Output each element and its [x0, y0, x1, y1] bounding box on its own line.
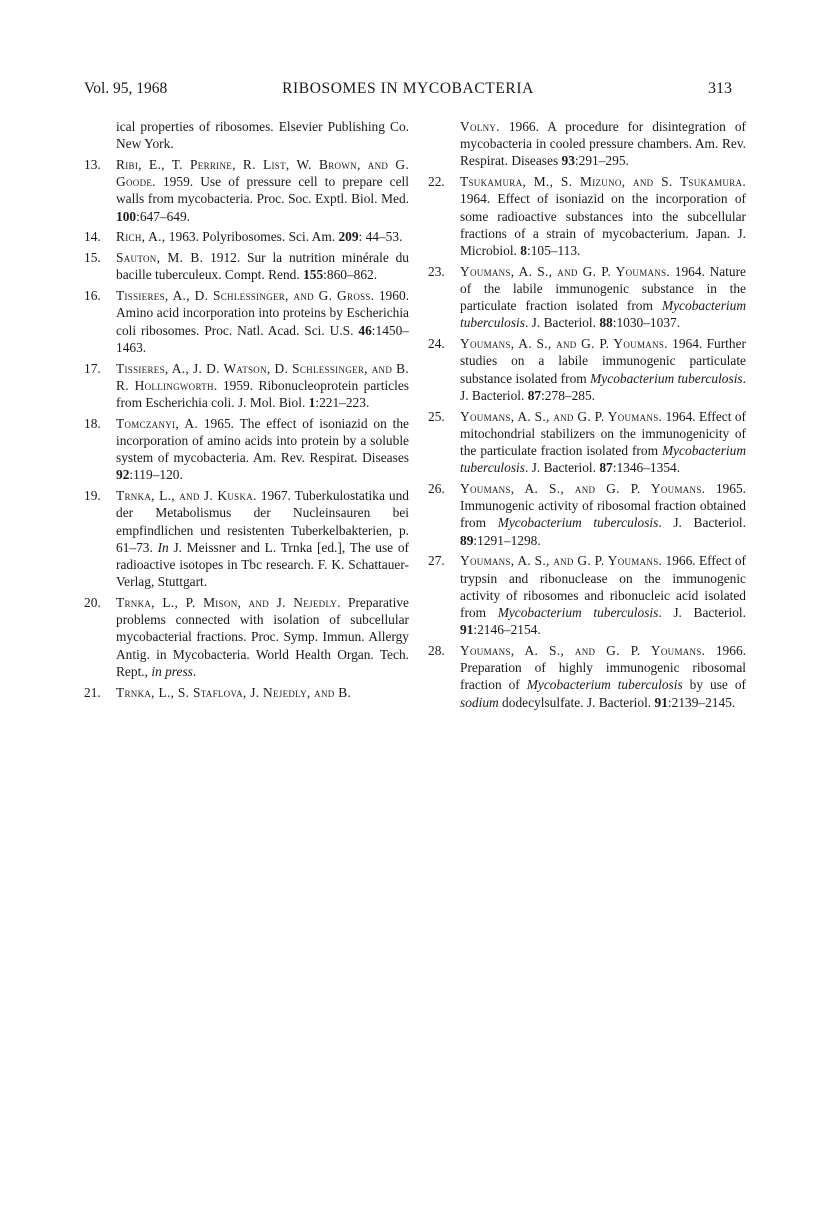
reference-volume: 87: [527, 387, 542, 403]
reference-text: dodecylsulfate. J. Bacteriol.: [498, 694, 655, 710]
reference-text: . J. Bacteriol.: [524, 315, 600, 331]
reference-number: 21.: [84, 684, 101, 700]
reference-entry: [84, 594, 409, 680]
reference-authors: Tissieres, A., J. D. Watson, D. Schlessinger, and B. R. Hollingworth.: [116, 360, 409, 393]
reference-authors: Youmans, A. S., and G. P. Youmans.: [460, 553, 663, 569]
reference-text: Mycobacterium tuberculosis: [526, 677, 683, 693]
reference-entry: [84, 287, 409, 356]
reference-text: . J. Bacteriol.: [658, 515, 746, 531]
reference-number: 13.: [84, 157, 101, 172]
reference-entry: [428, 642, 746, 711]
reference-number: 24.: [428, 336, 445, 352]
reference-entry: [428, 173, 746, 259]
reference-continuation: [84, 118, 409, 152]
running-header: [0, 80, 816, 104]
reference-text: :647–649.: [136, 208, 191, 224]
reference-text: in press: [151, 663, 193, 679]
reference-text: :105–113.: [526, 243, 581, 259]
reference-authors: Tissieres, A., D. Schlessinger, and G. Gross.: [116, 288, 375, 304]
reference-authors: Trnka, L., and J. Kuska.: [116, 488, 257, 504]
reference-text: :278–285.: [541, 387, 596, 403]
reference-text: Mycobacterium tuberculosis: [460, 443, 746, 476]
reference-text: :2146–2154.: [473, 622, 541, 638]
reference-text: 1912. Sur la nutrition minérale du bacille tuberculeux. Compt. Rend.: [116, 250, 409, 283]
reference-authors: Youmans, A. S., and G. P. Youmans.: [460, 336, 668, 352]
reference-text: 1965. The effect of isoniazid on the incorporation of amino acids into protein by a soluble system of mycobacteria. Am. Rev. Respirat. Diseases: [116, 415, 409, 466]
reference-text: Mycobacterium tuberculosis: [497, 515, 659, 531]
reference-text: . J. Bacteriol.: [524, 460, 600, 476]
reference-authors: Rich, A.,: [116, 229, 166, 245]
reference-entry: [428, 335, 746, 404]
reference-text: :1346–1354.: [612, 460, 681, 476]
reference-entry: [84, 156, 409, 225]
reference-entry: [84, 228, 409, 245]
reference-number: 20.: [84, 595, 101, 611]
reference-entry: [428, 552, 746, 638]
reference-entry: [84, 249, 409, 283]
reference-text: :221–223.: [315, 395, 370, 411]
reference-text: ical properties of ribosomes. Elsevier Publishing Co. New York.: [116, 119, 409, 152]
reference-number: 26.: [428, 481, 445, 497]
reference-text: sodium: [460, 694, 499, 710]
reference-number: 27.: [428, 553, 445, 569]
reference-authors: Ribi, E., T. Perrine, R. List, W. Brown, and G. Goode.: [116, 157, 409, 190]
references-left-column: [84, 118, 409, 704]
reference-authors: Youmans, A. S., and G. P. Youmans.: [460, 643, 706, 659]
reference-text: :1030–1037.: [612, 315, 681, 331]
reference-volume: 91: [654, 694, 668, 710]
reference-text: :291–295.: [574, 153, 629, 169]
reference-authors: Tomczanyi, A.: [116, 415, 199, 431]
reference-text: 1964. Effect of isoniazid on the incorporation of some radioactive substances into the subcellular fractions of a strain of mycobacterium. Japan. J. Microbiol.: [460, 191, 746, 259]
reference-text: 1966. A procedure for disintegration of mycobacteria in cooled pressure chambers. Am. Rev. Respirat. Diseases: [460, 119, 746, 169]
reference-text: 1960. Amino acid incorporation into proteins by Escherichia coli ribosomes. Proc. Natl. Acad. Sci. U.S.: [116, 288, 409, 338]
reference-entry: [84, 487, 409, 590]
reference-entry: [84, 684, 409, 701]
reference-text: 1964. Further studies on a labile immunogenic particulate substance isolated from: [460, 336, 746, 386]
reference-text: Mycobacterium tuberculosis: [497, 605, 659, 621]
reference-text: .: [192, 663, 197, 679]
volume-year: Vol. 95, 1968: [84, 80, 168, 97]
reference-authors: Volny.: [460, 119, 500, 134]
reference-number: 28.: [428, 643, 445, 659]
reference-text: 1963. Polyribosomes. Sci. Am.: [165, 229, 339, 245]
running-title: RIBOSOMES IN MYCOBACTERIA: [282, 80, 534, 97]
reference-entry: [84, 360, 409, 412]
reference-authors: Youmans, A. S., and G. P. Youmans.: [460, 408, 663, 424]
reference-text: . J. Bacteriol.: [658, 605, 746, 621]
reference-text: Mycobacterium tuberculosis: [590, 370, 743, 386]
reference-number: 16.: [84, 288, 101, 304]
reference-text: :1291–1298.: [473, 532, 541, 548]
reference-continuation: [428, 118, 746, 170]
reference-text: : 44–53.: [358, 229, 403, 245]
reference-text: 1965. Immunogenic activity of ribosomal fraction obtained from: [460, 481, 746, 531]
reference-number: 18.: [84, 415, 101, 431]
reference-authors: Sauton, M. B.: [116, 250, 204, 266]
reference-volume: 93: [561, 153, 575, 169]
page-number: 313: [708, 80, 732, 97]
reference-volume: 91: [460, 622, 474, 638]
reference-text: :1450–1463.: [116, 322, 409, 355]
reference-text: 1964. Effect of mitochondrial stabilizers on the immunogenicity of the particulate fraction isolated from: [460, 408, 746, 459]
reference-volume: 88: [599, 315, 613, 331]
reference-text: 1959. Use of pressure cell to prepare cell walls from mycobacteria. Proc. Soc. Exptl. Biol. Med.: [116, 174, 409, 207]
reference-authors: Youmans, A. S., and G. P. Youmans.: [460, 263, 671, 279]
reference-number: 14.: [84, 229, 101, 245]
reference-text: 1966. Preparation of highly immunogenic ribosomal fraction of: [460, 643, 746, 693]
reference-text: :2139–2145.: [667, 694, 736, 710]
reference-volume: 1: [308, 395, 316, 411]
reference-text: . J. Bacteriol.: [460, 370, 746, 403]
reference-volume: 89: [460, 532, 474, 548]
reference-text: :860–862.: [323, 267, 378, 283]
reference-number: 22.: [428, 174, 445, 190]
reference-authors: Youmans, A. S., and G. P. Youmans.: [460, 481, 706, 497]
reference-entry: [84, 415, 409, 484]
reference-number: 25.: [428, 408, 445, 424]
reference-text: In: [157, 539, 169, 555]
reference-volume: 92: [116, 467, 130, 483]
reference-volume: 100: [116, 208, 137, 224]
reference-volume: 8: [520, 243, 527, 259]
reference-text: 1967. Tuberkulostatika und der Metabolismus der Nucleinsauren bei empfindlichen und resistenten Tuberkelbakterien, p. 61–73.: [116, 488, 410, 555]
reference-entry: [428, 263, 746, 332]
references-right-column: [428, 118, 746, 714]
reference-number: 19.: [84, 488, 101, 504]
reference-number: 17.: [84, 360, 101, 376]
reference-volume: 46: [358, 322, 372, 338]
reference-volume: 209: [338, 229, 359, 245]
reference-text: 1966. Effect of trypsin and ribonuclease on the immunogenic activity of ribosomes and ribonucleic acid isolated from: [460, 553, 746, 621]
reference-text: :119–120.: [129, 467, 183, 483]
reference-text: 1959. Ribonucleoprotein particles from Escherichia coli. J. Mol. Biol.: [116, 377, 409, 411]
reference-number: 23.: [428, 263, 445, 279]
reference-text: J. Meissner and L. Trnka [ed.], The use of radioactive isotopes in Tbc research. F. K. Schattauer-Verlag, Stuttgart.: [116, 539, 410, 590]
reference-text: 1964. Nature of the labile immunogenic substance in the particulate fraction isolated from: [460, 263, 746, 314]
reference-text: Preparative problems connected with isolation of subcellular mycobacterial fractions. Proc. Symp. Immun. Allergy Antig. in Mycobacteria. World Health Organ. Tech. Rept.,: [116, 595, 409, 679]
reference-volume: 87: [599, 460, 613, 476]
reference-authors: Trnka, L., P. Mison, and J. Nejedly.: [116, 595, 341, 611]
reference-volume: 155: [303, 267, 324, 283]
reference-entry: [428, 480, 746, 549]
reference-text: Mycobacterium tuberculosis: [460, 298, 746, 331]
reference-entry: [428, 408, 746, 477]
reference-number: 15.: [84, 250, 101, 266]
reference-authors: Trnka, L., S. Staflova, J. Nejedly, and B.: [116, 684, 352, 700]
reference-authors: Tsukamura, M., S. Mizuno, and S. Tsukamura.: [460, 174, 746, 190]
reference-text: by use of: [682, 677, 746, 693]
